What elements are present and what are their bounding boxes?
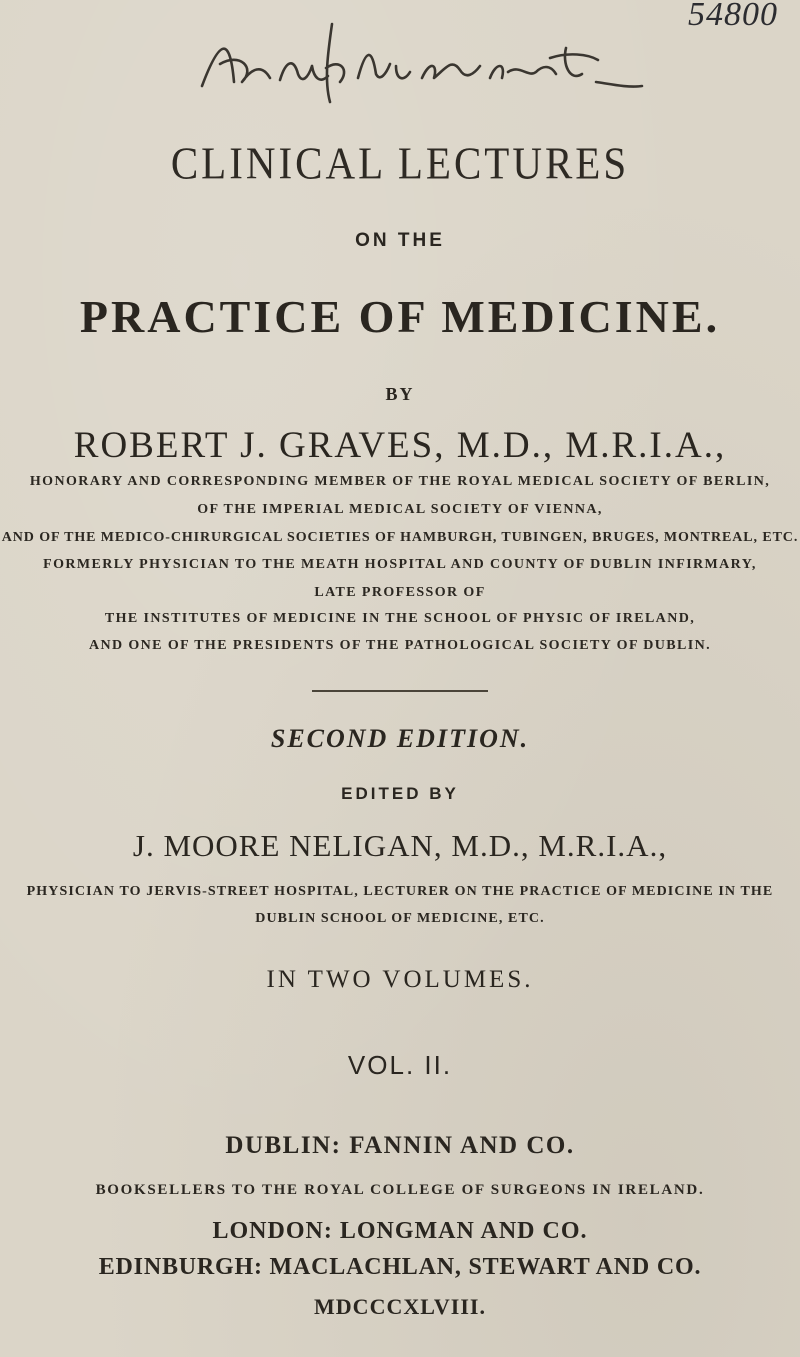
handwritten-signature: [190, 8, 710, 108]
imprint-booksellers: BOOKSELLERS TO THE ROYAL COLLEGE OF SURGEONS IN IRELAND.: [95, 1182, 705, 1198]
author-credential: LATE PROFESSOR OF: [314, 585, 486, 600]
author-credential: HONORARY AND CORRESPONDING MEMBER OF THE ROYAL MEDICAL SOCIETY OF BERLIN,: [29, 474, 771, 489]
imprint-dublin: DUBLIN: FANNIN AND CO.: [225, 1132, 575, 1159]
book-subject: PRACTICE OF MEDICINE.: [79, 291, 721, 342]
volume-number: VOL. II.: [347, 1050, 453, 1080]
imprint-london: LONDON: LONGMAN AND CO.: [212, 1218, 588, 1244]
author-credential: FORMERLY PHYSICIAN TO THE MEATH HOSPITAL AND COUNTY OF DUBLIN INFIRMARY,: [43, 557, 757, 572]
divider-rule: [312, 690, 488, 692]
library-shelfmark: 54800: [688, 0, 778, 33]
author-name: ROBERT J. GRAVES, M.D., M.R.I.A.,: [73, 425, 727, 466]
publication-date: MDCCCXLVIII.: [314, 1294, 486, 1319]
author-credential: THE INSTITUTES OF MEDICINE IN THE SCHOOL OF PHYSIC OF IRELAND,: [104, 611, 696, 626]
by-line: BY: [385, 384, 415, 404]
volumes-label: IN TWO VOLUMES.: [266, 966, 534, 993]
author-credential: AND ONE OF THE PRESIDENTS OF THE PATHOLOGICAL SOCIETY OF DUBLIN.: [88, 638, 712, 653]
author-credential: AND OF THE MEDICO-CHIRURGICAL SOCIETIES OF HAMBURGH, TUBINGEN, BRUGES, MONTREAL, ETC.: [1, 530, 799, 545]
title-connector: ON THE: [355, 230, 445, 251]
author-credential: OF THE IMPERIAL MEDICAL SOCIETY OF VIENNA,: [197, 502, 603, 517]
book-title: CLINICAL LECTURES: [170, 137, 630, 189]
editor-credential: DUBLIN SCHOOL OF MEDICINE, ETC.: [255, 911, 545, 926]
edited-by-label: EDITED BY: [341, 784, 459, 803]
imprint-edinburgh: EDINBURGH: MACLACHLAN, STEWART AND CO.: [98, 1254, 702, 1280]
editor-name: J. MOORE NELIGAN, M.D., M.R.I.A.,: [132, 828, 668, 863]
editor-credential: PHYSICIAN TO JERVIS-STREET HOSPITAL, LECTURER ON THE PRACTICE OF MEDICINE IN THE: [26, 884, 774, 899]
edition-label: SECOND EDITION.: [270, 724, 530, 753]
